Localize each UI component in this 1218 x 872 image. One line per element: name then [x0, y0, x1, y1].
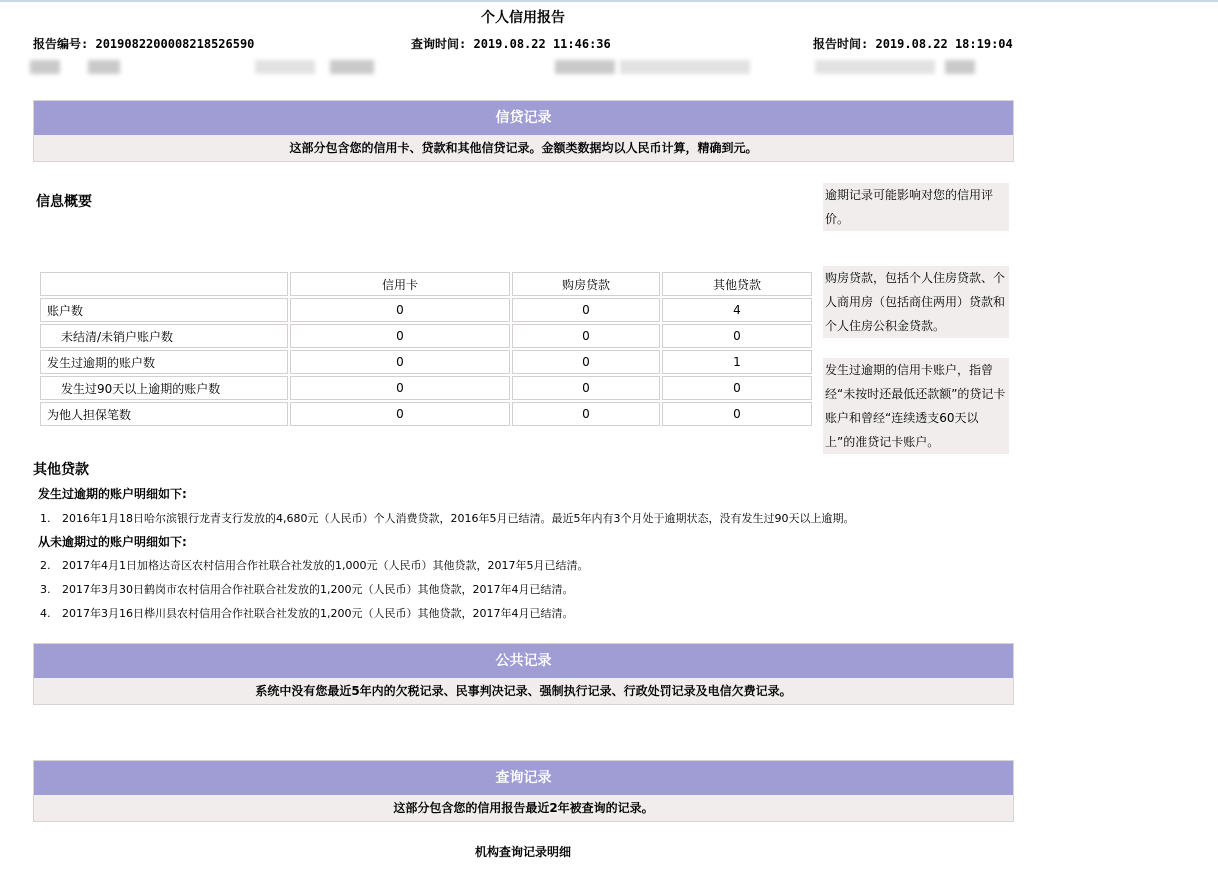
table-cell: 1: [662, 350, 812, 374]
summary-table: [38, 270, 814, 428]
table-cell: 0: [512, 402, 660, 426]
query-time-label: 查询时间:: [411, 37, 467, 51]
list-item-text: 2016年1月18日哈尔滨银行龙青支行发放的4,680元（人民币）个人消费贷款，2016年5月已结清。最近5年内有3个月处于逾期状态，没有发生过90天以上逾期。: [62, 512, 855, 525]
overdue-accounts-heading: 发生过逾期的账户明细如下:: [38, 487, 187, 501]
row-label: 发生过逾期的账户数: [40, 350, 288, 374]
report-number: [33, 35, 254, 52]
table-cell: 0: [290, 376, 510, 400]
other-loans-heading: 其他贷款: [33, 462, 89, 478]
overview-heading: 信息概要: [36, 194, 92, 210]
table-header-cell: 信用卡: [290, 272, 510, 296]
credit-section-header: 信贷记录: [34, 101, 1013, 135]
table-header-cell: 其他贷款: [662, 272, 812, 296]
report-time-label: 报告时间:: [813, 37, 869, 51]
query-detail-title: 机构查询记录明细: [474, 845, 571, 859]
credit-section: [33, 100, 1014, 162]
redacted-field: [815, 60, 935, 74]
note-mortgage: 购房贷款，包括个人住房贷款、个人商用房（包括商住两用）贷款和个人住房公积金贷款。: [823, 266, 1009, 338]
redacted-field: [88, 60, 120, 74]
public-section: [33, 643, 1014, 705]
list-item: [40, 605, 573, 621]
list-item-text: 2017年4月1日加格达奇区农村信用合作社联合社发放的1,000元（人民币）其他贷款，2017年5月已结清。: [62, 559, 589, 572]
table-cell: 0: [290, 402, 510, 426]
list-item-number: 3.: [40, 583, 51, 596]
row-label: 为他人担保笔数: [40, 402, 288, 426]
never-overdue-heading: 从未逾期过的账户明细如下:: [38, 535, 187, 549]
list-item-number: 1.: [40, 512, 51, 525]
list-item-text: 2017年3月16日桦川县农村信用合作社联合社发放的1,200元（人民币）其他贷款，2017年4月已结清。: [62, 607, 574, 620]
table-cell: 0: [662, 376, 812, 400]
top-border: [0, 0, 1218, 2]
table-row: [40, 350, 812, 374]
report-time: [813, 35, 1013, 52]
list-item-number: 4.: [40, 607, 51, 620]
query-section-header: 查询记录: [34, 761, 1013, 795]
redacted-field: [555, 60, 615, 74]
table-row: [40, 298, 812, 322]
list-item-text: 2017年3月30日鹤岗市农村信用合作社联合社发放的1,200元（人民币）其他贷款，2017年4月已结清。: [62, 583, 574, 596]
query-time-value: 2019.08.22 11:46:36: [473, 37, 611, 51]
table-cell: 0: [290, 350, 510, 374]
public-section-subtitle: 系统中没有您最近5年内的欠税记录、民事判决记录、强制执行记录、行政处罚记录及电信欠费记录。: [34, 678, 1013, 704]
redacted-field: [30, 60, 60, 74]
report-time-value: 2019.08.22 18:19:04: [875, 37, 1013, 51]
table-cell: 0: [290, 298, 510, 322]
list-item-number: 2.: [40, 559, 51, 572]
query-section-subtitle: 这部分包含您的信用报告最近2年被查询的记录。: [34, 795, 1013, 821]
table-cell: 0: [662, 402, 812, 426]
public-section-header: 公共记录: [34, 644, 1013, 678]
table-cell: 0: [662, 324, 812, 348]
redacted-field: [255, 60, 315, 74]
query-time: [411, 35, 611, 52]
table-header-cell: [40, 272, 288, 296]
table-cell: 0: [512, 376, 660, 400]
row-label: 未结清/未销户账户数: [40, 324, 288, 348]
table-cell: 0: [512, 324, 660, 348]
list-item: [40, 510, 854, 526]
credit-section-subtitle: 这部分包含您的信用卡、贷款和其他信贷记录。金额类数据均以人民币计算，精确到元。: [34, 135, 1013, 161]
list-item: [40, 557, 588, 573]
table-cell: 0: [290, 324, 510, 348]
note-overdue: 逾期记录可能影响对您的信用评价。: [823, 183, 1009, 231]
redacted-field: [620, 60, 750, 74]
report-number-value: 2019082200008218526590: [95, 37, 255, 51]
table-row: [40, 324, 812, 348]
note-credit-card: 发生过逾期的信用卡账户，指曾经“未按时还最低还款额”的贷记卡账户和曾经“连续透支60天以上”的准贷记卡账户。: [823, 358, 1009, 454]
table-header-row: [40, 272, 812, 296]
table-cell: 0: [512, 298, 660, 322]
table-row: [40, 402, 812, 426]
row-label: 发生过90天以上逾期的账户数: [40, 376, 288, 400]
query-section: [33, 760, 1014, 822]
list-item: [40, 581, 573, 597]
table-cell: 0: [512, 350, 660, 374]
table-row: [40, 376, 812, 400]
row-label: 账户数: [40, 298, 288, 322]
redacted-field: [330, 60, 374, 74]
report-title: 个人信用报告: [481, 10, 565, 26]
redacted-field: [945, 60, 975, 74]
report-number-label: 报告编号:: [33, 37, 89, 51]
table-header-cell: 购房贷款: [512, 272, 660, 296]
table-cell: 4: [662, 298, 812, 322]
